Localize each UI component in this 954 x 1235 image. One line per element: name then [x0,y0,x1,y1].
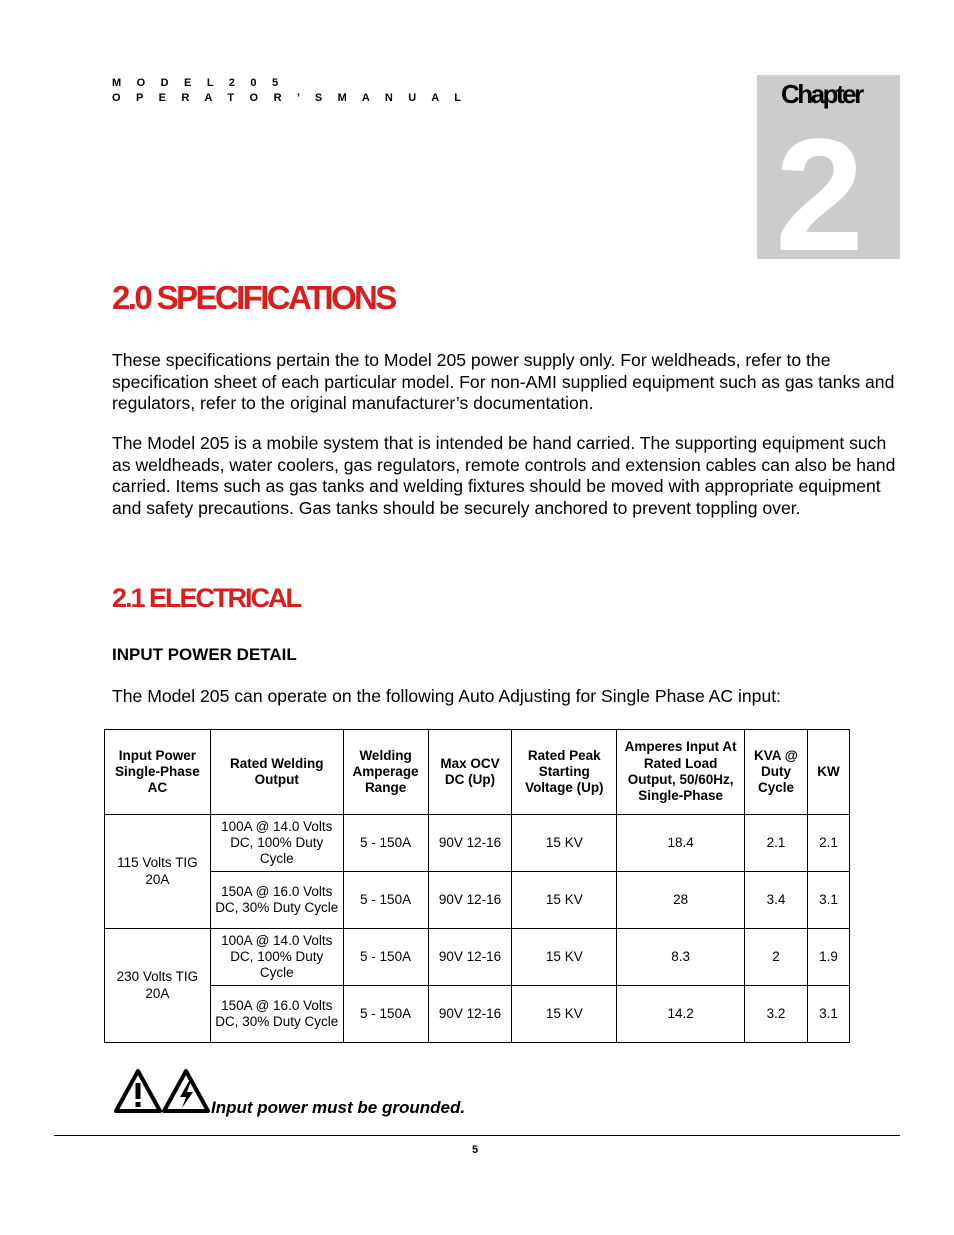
header-rated-output: Rated Welding Output [210,730,343,815]
cell-peak: 15 KV [512,815,617,872]
exclamation-warning-icon [116,1071,160,1111]
header-amperage-range: Welding Amperage Range [343,730,428,815]
table-header-row [105,730,850,815]
table-row [105,929,850,986]
cell-peak: 15 KV [512,929,617,986]
cell-input: 115 Volts TIG 20A [105,815,211,929]
chapter-box [757,75,900,259]
cell-output: 100A @ 14.0 Volts DC, 100% Duty Cycle [210,929,343,986]
electrical-hazard-icon [164,1071,208,1111]
subheading: INPUT POWER DETAIL [112,645,297,664]
paragraph-2: The Model 205 is a mobile system that is intended be hand carried. The supporting equipment such as weldheads, water coolers, gas regulators, remote controls and extension cables can also be hand carried. Items such as gas tanks and welding fixtures should be moved with appropriate equipment and safety precautions. Gas tanks should be securely anchored to prevent toppling over. [112,433,896,518]
subsection-title: 2.1 ELECTRICAL [112,583,301,613]
cell-range: 5 - 150A [343,929,428,986]
page-number: 5 [472,1144,479,1156]
spec-table [104,729,850,1043]
cell-output: 150A @ 16.0 Volts DC, 30% Duty Cycle [210,872,343,929]
cell-kva: 3.4 [745,872,808,929]
header-kw: KW [807,730,849,815]
header-model: M O D E L 2 0 5 [112,77,285,89]
cell-input: 230 Volts TIG 20A [105,929,211,1043]
cell-range: 5 - 150A [343,872,428,929]
header-amperes-input: Amperes Input At Rated Load Output, 50/60Hz, Single-Phase [617,730,745,815]
table-intro: The Model 205 can operate on the following Auto Adjusting for Single Phase AC input: [112,686,782,706]
cell-ocv: 90V 12-16 [428,872,512,929]
cell-peak: 15 KV [512,986,617,1043]
cell-range: 5 - 150A [343,986,428,1043]
cell-output: 150A @ 16.0 Volts DC, 30% Duty Cycle [210,986,343,1043]
cell-peak: 15 KV [512,872,617,929]
cell-kw: 3.1 [807,986,849,1043]
chapter-number: 2 [775,105,858,259]
header-manual: O P E R A T O R ’ S M A N U A L [112,92,468,104]
cell-output: 100A @ 14.0 Volts DC, 100% Duty Cycle [210,815,343,872]
footer-rule [54,1135,900,1136]
cell-ocv: 90V 12-16 [428,929,512,986]
cell-ocv: 90V 12-16 [428,815,512,872]
cell-kw: 3.1 [807,872,849,929]
cell-amps: 14.2 [617,986,745,1043]
cell-amps: 28 [617,872,745,929]
section-title: 2.0 SPECIFICATIONS [112,279,395,316]
cell-kva: 3.2 [745,986,808,1043]
cell-ocv: 90V 12-16 [428,986,512,1043]
warning-text: Input power must be grounded. [211,1098,466,1117]
header-max-ocv: Max OCV DC (Up) [428,730,512,815]
table-row [105,815,850,872]
cell-range: 5 - 150A [343,815,428,872]
header-kva: KVA @ Duty Cycle [745,730,808,815]
table-row [105,986,850,1043]
paragraph-1: These specifications pertain the to Model 205 power supply only. For weldheads, refer to the specification sheet of each particular model. For non-AMI supplied equipment such as gas tanks and regulators, refer to the original manufacturer’s documentation. [112,350,895,414]
cell-kw: 2.1 [807,815,849,872]
header-peak-voltage: Rated Peak Starting Voltage (Up) [512,730,617,815]
cell-kva: 2 [745,929,808,986]
cell-amps: 18.4 [617,815,745,872]
table-row [105,872,850,929]
cell-kva: 2.1 [745,815,808,872]
cell-amps: 8.3 [617,929,745,986]
warning-icons [114,1068,212,1119]
cell-kw: 1.9 [807,929,849,986]
chapter-label: Chapter [781,79,862,109]
header-input-power: Input Power Single-Phase AC [105,730,211,815]
